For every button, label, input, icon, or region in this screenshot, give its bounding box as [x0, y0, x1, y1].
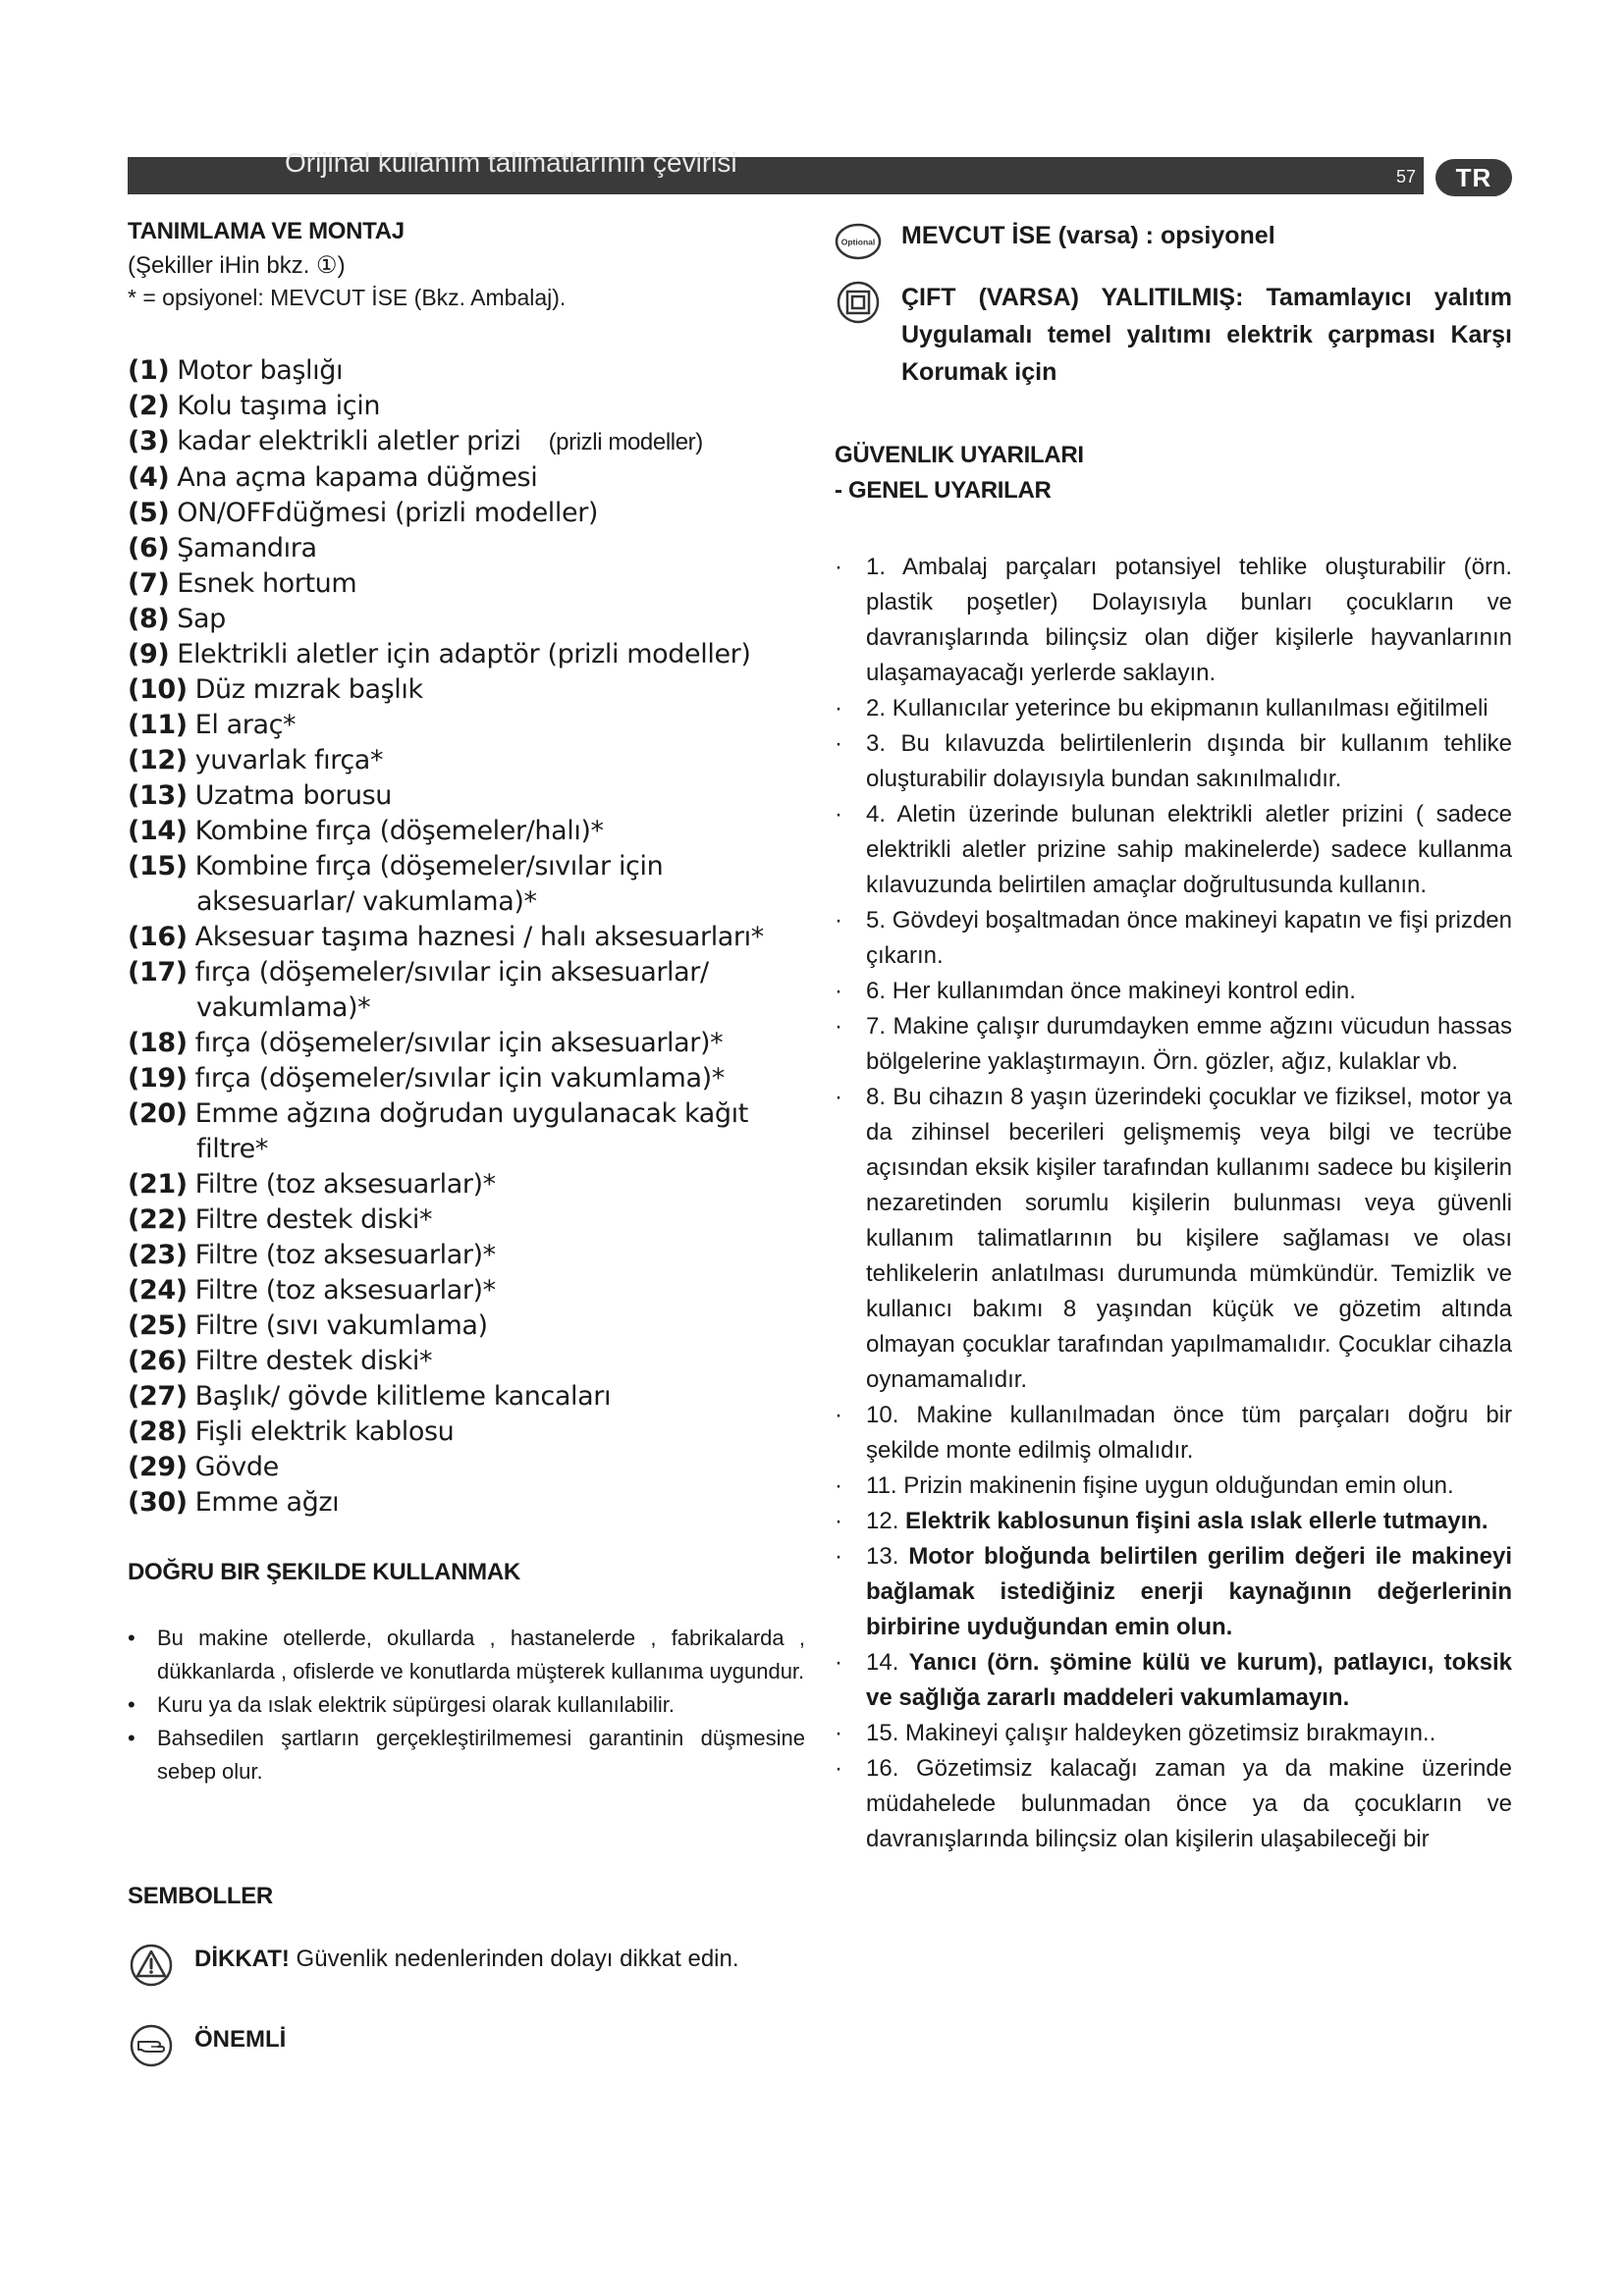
- optional-icon: [835, 218, 882, 265]
- part-label: Kolu taşıma için: [177, 391, 381, 421]
- warning-marker: ·: [835, 1720, 842, 1746]
- part-item: [128, 1096, 815, 1167]
- part-number: (5): [128, 498, 170, 528]
- part-item: [128, 708, 815, 743]
- correct-use-list: [128, 1622, 805, 1789]
- warning-item: [835, 1080, 1512, 1398]
- warning-marker: ·: [835, 1013, 842, 1040]
- warning-number: 3.: [866, 730, 887, 757]
- warning-item: [835, 1468, 1512, 1504]
- part-number: (28): [128, 1416, 188, 1447]
- parts-list: [128, 353, 815, 1521]
- part-label: Elektrikli aletler için adaptör (prizli modeller): [177, 639, 751, 669]
- warning-number: 1.: [866, 554, 887, 580]
- part-number: (18): [128, 1028, 188, 1058]
- part-number: (19): [128, 1063, 188, 1094]
- attention-text: Güvenlik nedenlerinden dolayı dikkat edin.: [296, 1946, 739, 1972]
- part-label: Uzatma borusu: [194, 780, 393, 811]
- double-insulated-description: ÇIFT (VARSA) YALITILMIŞ: Tamamlayıcı yalıtım Uygulamalı temel yalıtımı elektrik çarpması Karşı Korumak için: [901, 284, 1512, 386]
- warning-item: [835, 1009, 1512, 1080]
- part-number: (7): [128, 568, 170, 599]
- warning-marker: ·: [835, 1755, 842, 1782]
- part-number: (1): [128, 355, 170, 386]
- usage-bullet-text: Bu makine otellerde, okullarda , hastanelerde , fabrikalarda , dükkanlarda , ofislerde ve konutlarda müşterek kullanıma uygundur.: [157, 1626, 805, 1683]
- part-item: [128, 1344, 815, 1379]
- part-item: [128, 496, 815, 531]
- usage-bullet: [128, 1688, 805, 1722]
- part-number: (9): [128, 639, 170, 669]
- part-item: [128, 920, 815, 955]
- bullet-marker: •: [128, 1692, 135, 1717]
- warning-text: Yanıcı (örn. şömine külü ve kurum), patlayıcı, toksik ve sağlığa zararlı maddeleri vakumlamayın.: [866, 1649, 1513, 1711]
- part-label: Düz mızrak başlık: [194, 674, 423, 705]
- warning-number: 5.: [866, 907, 887, 934]
- part-label: Filtre destek diski*: [194, 1346, 433, 1376]
- part-label: fırça (döşemeler/sıvılar için aksesuarlar)*: [194, 1028, 724, 1058]
- part-item: [128, 1308, 815, 1344]
- part-label: fırça (döşemeler/sıvılar için aksesuarlar/ vakumlama)*: [194, 957, 709, 1023]
- warning-marker: ·: [835, 1508, 842, 1534]
- part-item: [128, 1202, 815, 1238]
- part-label: Filtre (toz aksesuarlar)*: [194, 1275, 496, 1306]
- warning-number: 16.: [866, 1755, 899, 1782]
- warning-item: [835, 1539, 1512, 1645]
- warning-number: 2.: [866, 695, 887, 721]
- warning-item: [835, 1645, 1512, 1716]
- warning-marker: ·: [835, 1472, 842, 1499]
- part-item: [128, 389, 815, 424]
- double-insulated-icon: [835, 279, 882, 326]
- warning-marker: ·: [835, 978, 842, 1004]
- part-label: Kombine fırça (döşemeler/halı)*: [194, 816, 604, 846]
- general-warnings-heading: - GENEL UYARILAR: [835, 477, 1052, 504]
- warning-number: 11.: [866, 1472, 897, 1499]
- part-label: yuvarlak fırça*: [194, 745, 384, 775]
- warning-text: Her kullanımdan önce makineyi kontrol edin.: [892, 978, 1356, 1004]
- warning-item: [835, 1716, 1512, 1751]
- part-item: [128, 1026, 815, 1061]
- part-label: Gövde: [194, 1452, 279, 1482]
- warning-marker: ·: [835, 907, 842, 934]
- part-label: Aksesuar taşıma haznesi / halı aksesuarları*: [194, 922, 764, 952]
- part-item: [128, 1450, 815, 1485]
- part-item: [128, 743, 815, 778]
- warning-item: [835, 974, 1512, 1009]
- optional-icon-text: Optional: [840, 237, 876, 247]
- warning-text: Gövdeyi boşaltmadan önce makineyi kapatın ve fişi prizden çıkarın.: [866, 907, 1513, 969]
- usage-bullet-text: Kuru ya da ıslak elektrik süpürgesi olarak kullanılabilir.: [157, 1692, 676, 1717]
- part-label: El araç*: [194, 710, 297, 740]
- part-number: (6): [128, 533, 170, 563]
- part-item: [128, 1061, 815, 1096]
- warning-text: Aletin üzerinde bulunan elektrikli aletler prizini ( sadece elektrikli aletler prizine sahip makinelerde) sadece kullanma kılavuzunda belirtilen amaçlar doğrultusunda kullanın.: [866, 801, 1513, 898]
- bullet-marker: •: [128, 1626, 135, 1650]
- part-number: (20): [128, 1098, 188, 1129]
- part-item: [128, 531, 815, 566]
- part-item: [128, 1273, 815, 1308]
- part-number: (13): [128, 780, 188, 811]
- part-label: Emme ağzı: [194, 1487, 340, 1518]
- part-label: Filtre (toz aksesuarlar)*: [194, 1169, 496, 1200]
- part-number: (17): [128, 957, 188, 988]
- pointing-hand-icon: [128, 2022, 175, 2069]
- part-item: [128, 955, 815, 1026]
- usage-bullet-text: Bahsedilen şartların gerçekleştirilmemesi garantinin düşmesine sebep olur.: [157, 1726, 805, 1784]
- warning-item: [835, 726, 1512, 797]
- header-bar: [128, 147, 1424, 194]
- document-title: Orijinal kullanım talimatlarının çevirisi: [285, 147, 737, 178]
- part-label: Emme ağzına doğrudan uygulanacak kağıt filtre*: [194, 1098, 748, 1164]
- part-item: [128, 637, 815, 672]
- usage-bullet: [128, 1622, 805, 1688]
- part-number: (27): [128, 1381, 188, 1412]
- warning-number: 15.: [866, 1720, 899, 1746]
- part-number: (8): [128, 604, 170, 634]
- optional-description: MEVCUT İSE (varsa) : opsiyonel: [901, 222, 1275, 249]
- warning-text: Prizin makinenin fişine uygun olduğundan emin olun.: [903, 1472, 1454, 1499]
- part-number: (4): [128, 462, 170, 493]
- part-label: Filtre (toz aksesuarlar)*: [194, 1240, 496, 1270]
- part-label: fırça (döşemeler/sıvılar için vakumlama)*: [194, 1063, 725, 1094]
- warning-triangle-icon: [128, 1942, 175, 1989]
- warning-number: 8.: [866, 1084, 887, 1110]
- warning-item: [835, 1398, 1512, 1468]
- warning-number: 6.: [866, 978, 887, 1004]
- part-number: (30): [128, 1487, 188, 1518]
- part-label: Kombine fırça (döşemeler/sıvılar için aksesuarlar/ vakumlama)*: [194, 851, 664, 917]
- warning-number: 4.: [866, 801, 887, 828]
- warning-text: Makine çalışır durumdayken emme ağzını vücudun hassas bölgelerine yaklaştırmayın. Örn. gözler, ağız, kulaklar vb.: [866, 1013, 1513, 1075]
- warning-marker: ·: [835, 730, 842, 757]
- warning-marker: ·: [835, 1649, 842, 1676]
- part-item: [128, 814, 815, 849]
- part-label: Filtre destek diski*: [194, 1204, 433, 1235]
- part-label: Esnek hortum: [177, 568, 357, 599]
- part-number: (10): [128, 674, 188, 705]
- part-label: Sap: [177, 604, 226, 634]
- symbols-heading: SEMBOLLER: [128, 1883, 273, 1909]
- warning-item: [835, 1751, 1512, 1857]
- warning-number: 7.: [866, 1013, 887, 1040]
- part-item: [128, 1379, 815, 1415]
- warning-number: 14.: [866, 1649, 899, 1676]
- optional-symbol-row: [835, 218, 1512, 265]
- important-symbol-row: [128, 2022, 805, 2069]
- part-label: Motor başlığı: [177, 355, 344, 386]
- figure-reference: (Şekiller iHin bkz. ①): [128, 252, 346, 279]
- part-label: Ana açma kapama düğmesi: [177, 462, 538, 493]
- part-item: [128, 1238, 815, 1273]
- part-number: (15): [128, 851, 188, 881]
- part-number: (23): [128, 1240, 188, 1270]
- warning-text: Motor bloğunda belirtilen gerilim değeri ile makineyi bağlamak istediğiniz enerji kaynağının değerlerinin birbirine uyduğundan emin olun.: [866, 1543, 1512, 1640]
- warning-text: Bu kılavuzda belirtilenlerin dışında bir kullanım tehlike oluşturabilir dolayısıyla bundan sakınılmalıdır.: [866, 730, 1512, 792]
- part-label: kadar elektrikli aletler prizi: [177, 426, 521, 456]
- usage-bullet: [128, 1722, 805, 1789]
- warning-text: Kullanıcılar yeterince bu ekipmanın kullanılması eğitilmeli: [892, 695, 1489, 721]
- warning-item: [835, 691, 1512, 726]
- part-item: [128, 1415, 815, 1450]
- warning-item: [835, 1504, 1512, 1539]
- part-number: (24): [128, 1275, 188, 1306]
- warning-number: 12.: [866, 1508, 899, 1534]
- part-item: [128, 460, 815, 496]
- double-insulated-symbol-row: [835, 279, 1512, 391]
- attention-label: DİKKAT!: [194, 1946, 290, 1972]
- warning-item: [835, 550, 1512, 691]
- part-number: (25): [128, 1310, 188, 1341]
- attention-description: [194, 1942, 739, 1989]
- warning-number: 10.: [866, 1402, 899, 1428]
- correct-use-heading: DOĞRU BIR ŞEKILDE KULLANMAK: [128, 1559, 520, 1585]
- part-number: (2): [128, 391, 170, 421]
- part-number: (3): [128, 426, 170, 456]
- part-item: [128, 424, 815, 460]
- part-item: [128, 1167, 815, 1202]
- warnings-list: [835, 550, 1512, 1857]
- warning-marker: ·: [835, 695, 842, 721]
- part-item: [128, 602, 815, 637]
- part-number: (16): [128, 922, 188, 952]
- warning-item: [835, 797, 1512, 903]
- warning-text: Elektrik kablosunun fişini asla ıslak ellerle tutmayın.: [905, 1508, 1489, 1534]
- warning-marker: ·: [835, 1402, 842, 1428]
- part-item: [128, 1485, 815, 1521]
- part-label: Başlık/ gövde kilitleme kancaları: [194, 1381, 612, 1412]
- warning-text: Gözetimsiz kalacağı zaman ya da makine üzerinde müdahelede bulunmadan önce ya da çocukların ve davranışlarında bilinçsiz olan kişilerin ulaşabileceği bir: [866, 1755, 1512, 1852]
- warning-marker: ·: [835, 1543, 842, 1570]
- part-item: [128, 566, 815, 602]
- important-label: ÖNEMLİ: [194, 2026, 287, 2053]
- optional-note: * = opsiyonel: MEVCUT İSE (Bkz. Ambalaj).: [128, 285, 567, 310]
- attention-symbol-row: [128, 1942, 805, 1989]
- part-number: (26): [128, 1346, 188, 1376]
- warning-marker: ·: [835, 1084, 842, 1110]
- bullet-marker: •: [128, 1726, 135, 1750]
- identification-heading: TANIMLAMA VE MONTAJ: [128, 218, 405, 244]
- part-label: ON/OFFdüğmesi (prizli modeller): [177, 498, 599, 528]
- warning-text: Makineyi çalışır haldeyken gözetimsiz bırakmayın..: [905, 1720, 1436, 1746]
- page-number: 57: [1395, 167, 1416, 187]
- part-label: Şamandıra: [177, 533, 317, 563]
- warning-text: Bu cihazın 8 yaşın üzerindeki çocuklar ve fiziksel, motor ya da zihinsel becerileri gelişmemiş veya bilgi ve tecrübe açısından eksik kişiler tarafından kullanımı sadece bu kişilerin nezaretinden sorumlu kişilerin bulunması veya güvenli kullanım talimatlarının bu kişilere sağlaması ve olası tehlikelerin anlatılması durumunda mümkündür. Temizlik ve kullanıcı bakımı 8 yaşından küçük ve gözetim altında olmayan çocuklar tarafından yapılmamalıdır. Çocuklar cihazla oynamamalıdır.: [866, 1084, 1513, 1393]
- warning-marker: ·: [835, 554, 842, 580]
- part-label: Fişli elektrik kablosu: [194, 1416, 455, 1447]
- part-number: (29): [128, 1452, 188, 1482]
- part-item: [128, 353, 815, 389]
- warning-item: [835, 903, 1512, 974]
- part-number: (22): [128, 1204, 188, 1235]
- warning-number: 13.: [866, 1543, 899, 1570]
- language-badge: TR: [1435, 159, 1512, 196]
- part-label: Filtre (sıvı vakumlama): [194, 1310, 488, 1341]
- warning-text: Ambalaj parçaları potansiyel tehlike oluşturabilir (örn. plastik poşetler) Dolayısıyla bunları çocukların ve davranışlarında bilinçsiz olan diğer kişilerle hayvanlarının ulaşamayacağı yerlerde saklayın.: [866, 554, 1513, 686]
- part-item: [128, 672, 815, 708]
- warning-text: Makine kullanılmadan önce tüm parçaları doğru bir şekilde monte edilmiş olmalıdır.: [866, 1402, 1513, 1464]
- part-suffix: (prizli modeller): [548, 429, 703, 455]
- safety-heading: GÜVENLIK UYARILARI: [835, 442, 1084, 468]
- part-number: (21): [128, 1169, 188, 1200]
- part-item: [128, 778, 815, 814]
- part-number: (12): [128, 745, 188, 775]
- part-item: [128, 849, 815, 920]
- part-number: (14): [128, 816, 188, 846]
- warning-marker: ·: [835, 801, 842, 828]
- part-number: (11): [128, 710, 188, 740]
